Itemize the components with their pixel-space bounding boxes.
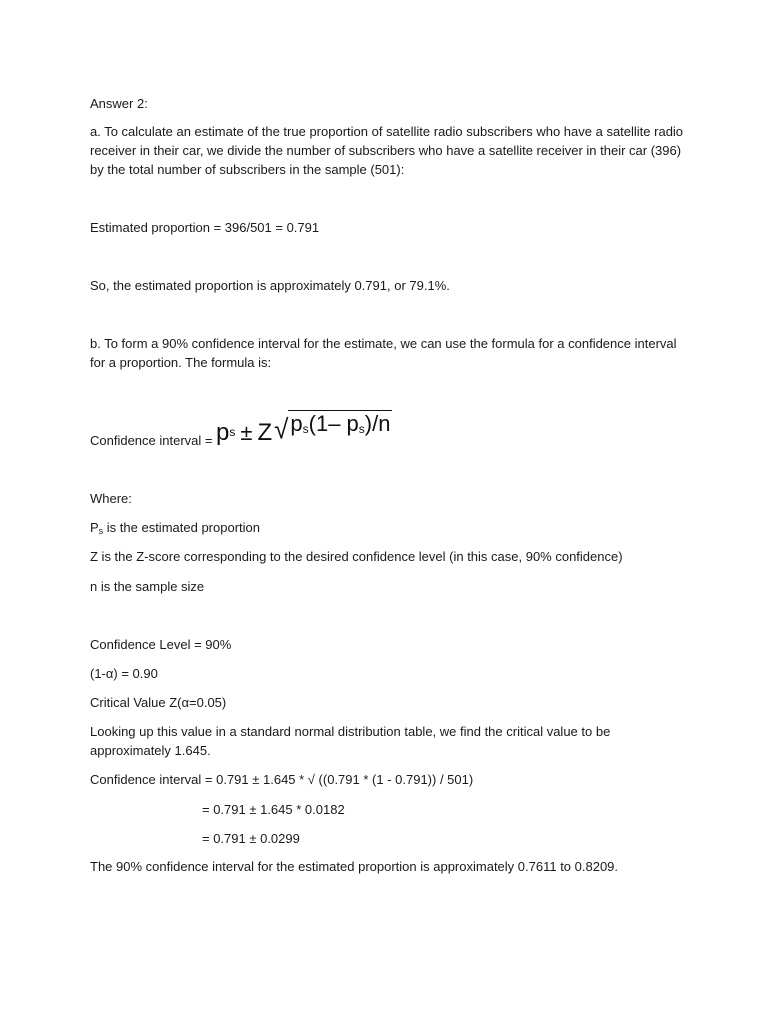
formula-p-subscript: s — [229, 425, 236, 439]
where-label: Where: — [90, 491, 132, 506]
formula-square-root — [274, 407, 392, 445]
part-a-conclusion: So, the estimated proportion is approximately 0.791, or 79.1%. — [90, 278, 450, 293]
ci-calculation-3: = 0.791 ± 0.0299 — [202, 831, 300, 846]
critical-value: Critical Value Z(α=0.05) — [90, 695, 227, 710]
part-b-line-1: b. To form a 90% confidence interval for the estimate, we can use the formula for a confidence interval — [90, 336, 677, 351]
lookup-paragraph — [90, 722, 680, 760]
radicand-s2: s — [358, 422, 365, 436]
definition-ps-p: P — [90, 520, 99, 535]
lookup-line-1: Looking up this value in a standard normal distribution table, we find the critical value to be — [90, 724, 611, 739]
definition-ps-subscript: s — [98, 526, 104, 536]
definition-n: n is the sample size — [90, 579, 205, 594]
definition-z: Z is the Z-score corresponding to the desired confidence level (in this case, 90% confidence) — [90, 549, 623, 564]
estimated-proportion: Estimated proportion = 396/501 = 0.791 — [90, 220, 320, 235]
definition-ps-text: is the estimated proportion — [103, 520, 260, 535]
ci-calculation-1: Confidence interval = 0.791 ± 1.645 * √ ((0.791 * (1 - 0.791)) / 501) — [90, 772, 474, 787]
radical-sign-icon: √ — [274, 413, 289, 445]
answer-heading: Answer 2: — [90, 96, 148, 111]
formula-p: p — [216, 419, 230, 446]
final-conclusion: The 90% confidence interval for the estimated proportion is approximately 0.7611 to 0.8209. — [90, 859, 619, 874]
part-a-line-2: receiver in their car, we divide the number of subscribers who have a satellite receiver in their car (396) — [90, 143, 682, 158]
part-b-line-2: for a proportion. The formula is: — [90, 355, 272, 370]
ci-calculation-2: = 0.791 ± 1.645 * 0.0182 — [202, 802, 345, 817]
part-b-paragraph — [90, 334, 680, 372]
radicand-p1: p — [290, 411, 303, 436]
formula-radicand — [288, 410, 392, 442]
lookup-line-2: approximately 1.645. — [90, 743, 211, 758]
part-a-line-1: a. To calculate an estimate of the true proportion of satellite radio subscribers who have a satellite radio — [90, 124, 684, 139]
confidence-interval-formula — [216, 408, 392, 446]
formula-plus-minus: ± — [240, 420, 253, 445]
part-a-line-3: by the total number of subscribers in the sample (501): — [90, 162, 405, 177]
radicand-end: )/n — [364, 411, 391, 436]
one-minus-alpha: (1-α) = 0.90 — [90, 666, 158, 681]
confidence-interval-label: Confidence interval = — [90, 433, 213, 448]
confidence-level: Confidence Level = 90% — [90, 637, 232, 652]
radicand-s1: s — [302, 422, 309, 436]
formula-z: Z — [257, 419, 273, 446]
radicand-mid: (1– p — [308, 411, 359, 436]
definition-ps — [90, 518, 260, 541]
part-a-paragraph — [90, 122, 684, 179]
